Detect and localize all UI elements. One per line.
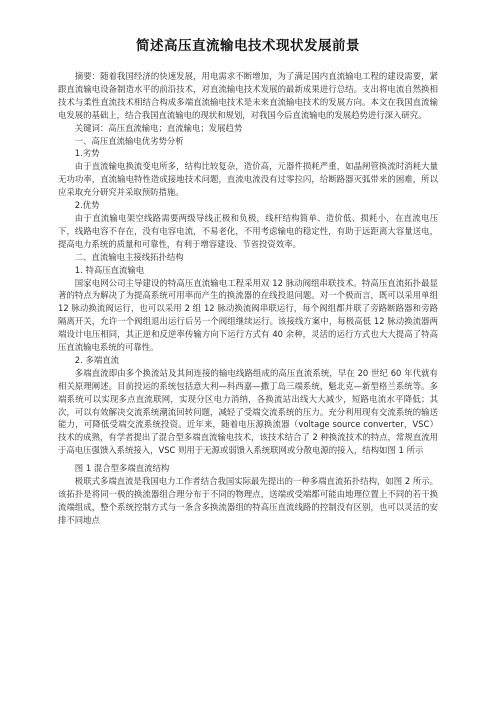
subsection-1-1-heading: 1.劣势 — [74, 148, 100, 159]
section-2-heading: 二、直流输电主接线拓扑结构 — [74, 251, 184, 262]
subsection-1-2-body: 由于直流输电架空线路需要两级导线正极和负极，线杆结构简单、造价低、损耗小，在直流电压下，线路电容不存在，没有电容电流，不易老化，不用考虑输电的稳定性，有助于远距离大容量送电，提高电力系统的质量和可靠性，有利于增容建设、节省投资效率。 — [58, 212, 438, 249]
subsection-2-2-body: 多端直流即由多个换流站及其间连接的输电线路组成的高压直流系统，早在 20 世纪 60 年代就有相关原理阐述。目前投运的系统包括意大利—科西嘉—撒丁岛三端系统，魁北克—新型格兰系统等。多端系统可以实现多点直流联网，实现分区电力消纳，各换流站出线大大减少，短路电流水平降低；其次，可以有效解决交流系统潮流回转问题，减轻了受端交流系统的压力。充分利用现有交流系统的输送能力，可降低受端交流系统投资。近年来，随着电压源换流器（voltage source converter，VSC）技术的成熟，有学者提出了混合型多端直流输电技术，该技术结合了 2 种换流技术的特点，常规直流用于高电压强馈入系统接入，VSC 则用于无源或弱馈入系统联网或分散电源的接入，结构如图 1 所示 — [58, 367, 438, 456]
page-title: 简述高压直流输电技术现状发展前景 — [136, 38, 360, 54]
section-1-heading: 一、高压直流输电优劣势分析 — [74, 135, 184, 146]
subsection-2-3-body: 极联式多端直流是我国电力工作者结合我国实际最先提出的一种多端直流拓扑结构，如图 2 所示。该拓扑是将同一极的换流器组合理分布于不同的物理点，送端或受端都可能由地理位置上不同的若干换流端组成，整个系统控制方式与一条含多换流器组的特高压直流线路的控制没有区别，也可以灵活的安排不同地点 — [58, 476, 438, 525]
subsection-1-2-heading: 2.优势 — [74, 200, 100, 211]
subsection-2-1-heading: 1. 特高压直流输电 — [74, 264, 145, 275]
keywords-line: 关键词：高压直流输电；直流输电；发展趋势 — [74, 122, 243, 133]
subsection-2-2-heading: 2. 多端直流 — [74, 354, 119, 365]
subsection-2-1-body: 国家电网公司主导建设的特高压直流输电工程采用双 12 脉动阀组串联技术。特高压直流拓扑最显著的特点为解决了为提高系统可用率而产生的换流器的在线投退问题。对一个极而言，既可以采用单组 12 脉动换流阀运行，也可以采用 2 组 12 脉动换流阀串联运行，每个阀组都并联了旁路断路器和旁路隔离开关，允许一个阀组退出运行后另一个阀组继续运行。该接线方案中，每极高低 12 脉动换流器两端设计电压相同，其正逆和反逆率传输方向下运行方式有 40 余种，灵活的运行方式也大大提高了特高压直流输电系统的可靠性。 — [58, 277, 438, 353]
subsection-1-1-body: 由于直流输电换流变电所多，结构比较复杂，造价高，元器件损耗严重，如晶闸管换流时消耗大量无功功率，直流输电特性造成接地技术问题，直流电流没有过零拉闪，给断路器灭弧带来的困难，所以应采取充分研究并采取预防措施。 — [58, 161, 438, 198]
figure-1-caption: 图 1 混合型多端直流结构 — [74, 463, 170, 474]
abstract-paragraph: 摘要：随着我国经济的快速发展，用电需求不断增加，为了满足国内直流输电工程的建设需要，紧跟直流输电设备制造水平的前沿技术，对直流输电技术发展的最新成果进行总结。支出将电流自然换相技术与柔性直流技术相结合构成多端直流输电技术是未来直流输电技术的发展方向。本文在我国直流输电发展的基础上，结合我国直流输电的现状和规划，对我国今后直流输电的发展趋势进行深入研究。 — [58, 71, 438, 120]
